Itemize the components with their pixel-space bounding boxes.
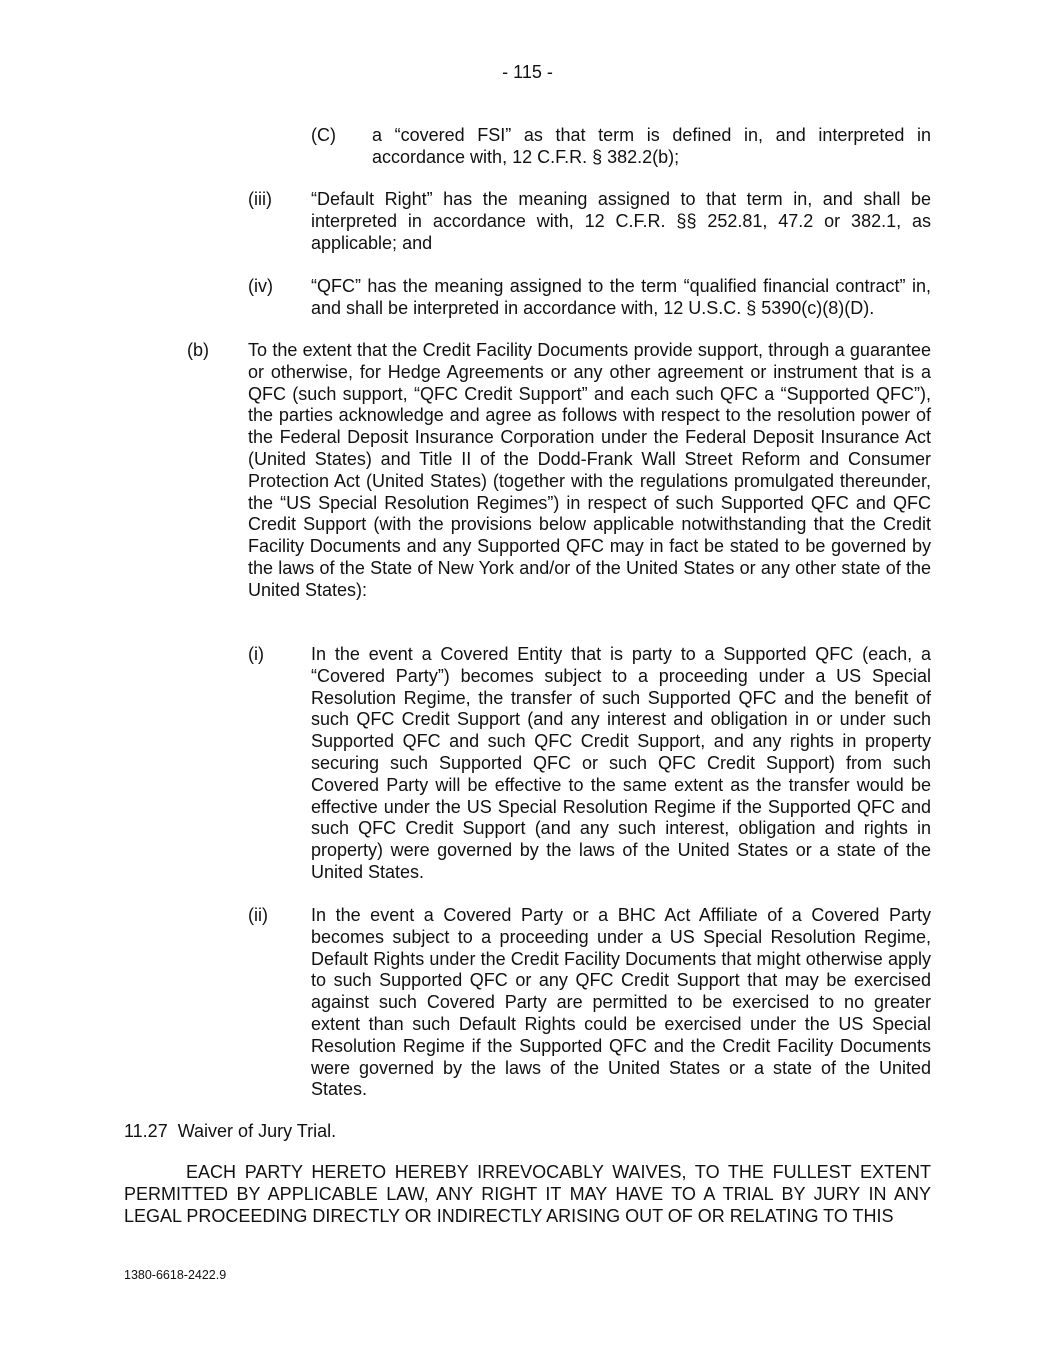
clause-b-ii bbox=[248, 905, 931, 1101]
page-number: - 115 - bbox=[502, 62, 553, 82]
clause-label: (i) bbox=[248, 644, 264, 664]
section-title: Waiver of Jury Trial. bbox=[177, 1121, 337, 1141]
clause-text: “Default Right” has the meaning assigned to that term in, and shall be interpreted in accordance with, 12 C.F.R. §§ 252.81, 47.2 or 382.1, as applicable; and bbox=[311, 189, 931, 253]
clause-label: (iv) bbox=[248, 276, 273, 296]
clause-label: (iii) bbox=[248, 189, 272, 209]
clause-iii bbox=[248, 189, 931, 254]
clause-text: a “covered FSI” as that term is defined in, and interpreted in accordance with, 12 C.F.R. § 382.2(b); bbox=[372, 125, 931, 167]
clause-c bbox=[311, 125, 931, 169]
waiver-paragraph: EACH PARTY HERETO HEREBY IRREVOCABLY WAIVES, TO THE FULLEST EXTENT PERMITTED BY APPLICABLE LAW, ANY RIGHT IT MAY HAVE TO A TRIAL BY JURY IN ANY LEGAL PROCEEDING DIRECTLY OR INDIRECTLY ARISING OUT OF OR RELATING TO THIS bbox=[124, 1162, 931, 1226]
clause-label: (ii) bbox=[248, 905, 268, 925]
clause-text: “QFC” has the meaning assigned to the term “qualified financial contract” in, and shall be interpreted in accordance with, 12 U.S.C. § 5390(c)(8)(D). bbox=[311, 276, 931, 318]
clause-text: To the extent that the Credit Facility Documents provide support, through a guarantee or otherwise, for Hedge Agreements or any other agreement or instrument that is a QFC (such support, “QFC Credit Support” and each such QFC a “Supported QFC”), the parties acknowledge and agree as follows with respect to the resolution power of the Federal Deposit Insurance Corporation under the Federal Deposit Insurance Act (United States) and Title II of the Dodd-Frank Wall Street Reform and Consumer Protection Act (United States) (together with the regulations promulgated thereunder, the “US Special Resolution Regimes”) in respect of such Supported QFC and QFC Credit Support (with the provisions below applicable notwithstanding that the Credit Facility Documents and any Supported QFC may in fact be stated to be governed by the laws of the State of New York and/or of the United States or any other state of the United States): bbox=[248, 340, 931, 600]
clause-text: In the event a Covered Party or a BHC Act Affiliate of a Covered Party becomes subject to a proceeding under a US Special Resolution Regime, Default Rights under the Credit Facility Documents that might otherwise apply to such Supported QFC or any QFC Credit Support that may be exercised against such Covered Party are permitted to be exercised to no greater extent than such Default Rights could be exercised under the US Special Resolution Regime if the Supported QFC and the Credit Facility Documents were governed by the laws of the United States or a state of the United States. bbox=[311, 905, 931, 1100]
clause-label: (C) bbox=[311, 125, 336, 145]
clause-b-i bbox=[248, 644, 931, 884]
clause-label: (b) bbox=[187, 340, 209, 360]
clause-iv bbox=[248, 276, 931, 320]
section-number: 11.27 bbox=[124, 1121, 168, 1141]
section-heading bbox=[124, 1121, 346, 1143]
clause-b bbox=[187, 340, 931, 602]
clause-text: In the event a Covered Entity that is party to a Supported QFC (each, a “Covered Party”) becomes subject to a proceeding under a US Special Resolution Regime, the transfer of such Supported QFC and the benefit of such QFC Credit Support (and any interest and obligation in or under such Supported QFC and such QFC Credit Support, and any rights in property securing such Supported QFC or such QFC Credit Support) from such Covered Party will be effective to the same extent as the transfer would be effective under the US Special Resolution Regime if the Supported QFC and such QFC Credit Support (and any such interest, obligation and rights in property) were governed by the laws of the United States or a state of the United States. bbox=[311, 644, 931, 882]
document-id: 1380-6618-2422.9 bbox=[124, 1268, 227, 1282]
